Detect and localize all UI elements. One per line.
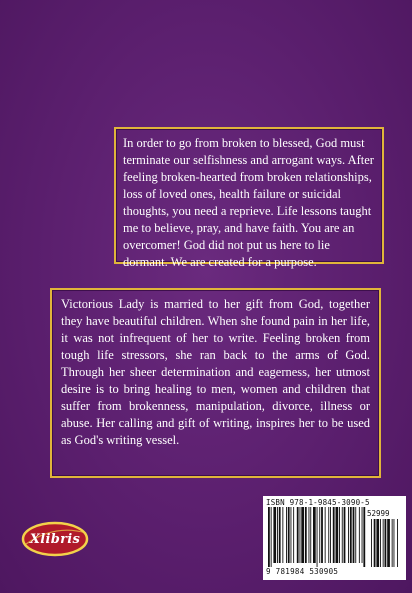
barcode-bar bbox=[273, 507, 276, 563]
blurb-box bbox=[114, 127, 384, 269]
barcode-bar bbox=[342, 507, 343, 563]
barcode-bar bbox=[317, 507, 318, 567]
barcode-bar bbox=[339, 507, 340, 563]
barcode-bar bbox=[291, 507, 292, 563]
barcode-bar bbox=[293, 507, 294, 563]
barcode-bar bbox=[344, 507, 346, 563]
barcode-bar bbox=[333, 507, 335, 563]
barcode-addon-bar bbox=[380, 519, 381, 567]
barcode-bar bbox=[359, 507, 360, 563]
barcode-addon-bar bbox=[385, 519, 387, 567]
publisher-logo-text: Xlibris bbox=[29, 531, 81, 547]
barcode-bar bbox=[350, 507, 352, 563]
blurb-text: In order to go from broken to blessed, God must terminate our selfishness and arrogant ways. After feeling broken-hearted from broken relationships, loss of loved ones, health failure or suicidal thoughts, you need a reprieve. Life lessons taught me to believe, pray, and have faith. You are an overcomer! God did not put us here to lie dormant. We are created for a purpose. bbox=[123, 136, 374, 269]
barcode-bar bbox=[355, 507, 356, 563]
barcode-bar bbox=[279, 507, 281, 563]
barcode-bar bbox=[277, 507, 278, 563]
barcode-bar bbox=[309, 507, 310, 563]
barcode-bar bbox=[271, 507, 272, 567]
barcode-addon-bar bbox=[371, 519, 372, 567]
barcode-bar bbox=[282, 507, 283, 563]
barcode-addon-bar bbox=[387, 519, 390, 567]
barcode-bar bbox=[353, 507, 355, 563]
barcode-bar bbox=[325, 507, 326, 563]
barcode-bar bbox=[268, 507, 270, 567]
price-code: 52999 bbox=[367, 509, 390, 518]
barcode-bar bbox=[288, 507, 290, 563]
barcode-bar bbox=[330, 507, 331, 563]
barcode-bar bbox=[328, 507, 329, 563]
barcode-addon-bar bbox=[394, 519, 395, 567]
barcode-addon-bar bbox=[376, 519, 379, 567]
barcode-bar bbox=[348, 507, 349, 563]
barcode-bar bbox=[297, 507, 299, 563]
barcode-addon-bar bbox=[392, 519, 393, 567]
isbn-text: ISBN 978-1-9845-3090-5 bbox=[266, 498, 370, 507]
author-bio-box bbox=[50, 288, 381, 478]
barcode-number: 9 781984 530905 bbox=[266, 567, 339, 576]
barcode-label bbox=[263, 496, 406, 580]
barcode-icon bbox=[268, 507, 401, 567]
author-bio-text: Victorious Lady is married to her gift from God, together they have beautiful children. When she found pain in her life, it was not infrequent of her to write. Feeling broken from tough life stressors, she ran back to the arms of God. Through her sheer determination and eagerness, her utmost desire is to bring healing to men, women and children that suffer from brokenness, manipulation, divorce, illness or abuse. Her calling and gift of writing, inspires her to be used as God's writing vessel. bbox=[61, 297, 370, 447]
barcode-bar bbox=[305, 507, 307, 563]
barcode-addon-bar bbox=[397, 519, 398, 567]
barcode-bar bbox=[310, 507, 311, 563]
barcode-bar bbox=[363, 507, 365, 567]
barcode-bar bbox=[313, 507, 316, 563]
barcode-bar bbox=[300, 507, 301, 563]
barcode-addon-bar bbox=[383, 519, 384, 567]
barcode-bar bbox=[319, 507, 320, 563]
publisher-logo bbox=[20, 518, 90, 560]
barcode-bar bbox=[321, 507, 323, 563]
barcode-bar bbox=[362, 507, 363, 563]
barcode-bar bbox=[336, 507, 339, 563]
barcode-bar bbox=[286, 507, 287, 563]
barcode-bar bbox=[301, 507, 304, 563]
barcode-addon-bar bbox=[374, 519, 376, 567]
